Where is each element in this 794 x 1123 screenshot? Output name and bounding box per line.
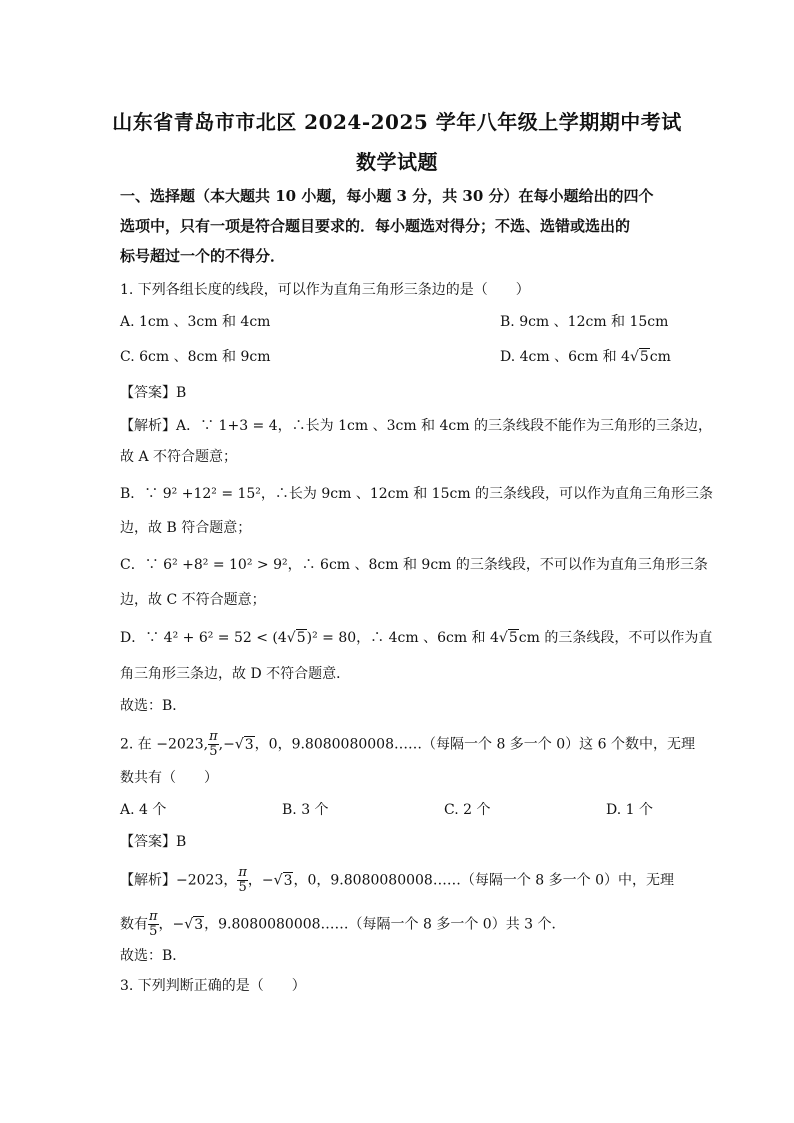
q2-stem-line1: 2. 在 −2023, $\frac{\pi}{5}$ ,−√3，0，9.8080080008……（每隔一个 8 多一个 0）这 6 个数中，无理: [120, 729, 695, 759]
q2-explanation-line2: 数有 $\frac{\pi}{5}$ ，−√3，9.8080080008……（每隔一个 8 多一个 0）共 3 个．: [120, 909, 566, 939]
q1-choose: 故选：B．: [120, 698, 187, 714]
q2-stem-line2: 数共有（ ）: [120, 770, 218, 786]
q1-explanation-line7: D．∵ 4² + 6² = 52 < (4√5)² = 80，∴ 4cm 、6cm 和 4√5cm 的三条线段，不可以作为直: [120, 630, 713, 646]
q1-explanation-line3: B．∵ 9² +12² = 15²，∴长为 9cm 、12cm 和 15cm 的三条线段，可以作为直角三角形三条: [120, 486, 714, 502]
q1-explanation-line8: 角三角形三条边，故 D 不符合题意．: [120, 666, 351, 682]
document-title: 山东省青岛市市北区 2024-2025 学年八年级上学期期中考试: [112, 110, 682, 134]
q2-option-a: A. 4 个: [120, 802, 167, 818]
q1-answer: 【答案】B: [120, 385, 187, 401]
q1-explanation-line1: 【解析】A．∵ 1+3 = 4，∴长为 1cm 、3cm 和 4cm 的三条线段不能作为三角形的三条边，: [120, 418, 712, 434]
section-heading-line3: 标号超过一个的不得分．: [120, 247, 286, 265]
section-heading-line1: 一、选择题（本大题共 10 小题，每小题 3 分，共 30 分）在每小题给出的四个: [120, 187, 654, 205]
q2-option-b: B. 3 个: [282, 802, 329, 818]
pi-over-5-fraction: $\frac{\pi}{5}$: [238, 865, 247, 895]
q1-explanation-line4: 边，故 B 符合题意；: [120, 520, 252, 536]
section-heading-line2: 选项中，只有一项是符合题目要求的．每小题选对得分；不选、选错或选出的: [120, 217, 631, 235]
pi-over-5-fraction: $\frac{\pi}{5}$: [149, 909, 158, 939]
q2-answer: 【答案】B: [120, 834, 187, 850]
q3-stem: 3. 下列判断正确的是（ ）: [120, 978, 306, 994]
q1-explanation-line6: 边，故 C 不符合题意；: [120, 592, 266, 608]
q1-explanation-line2: 故 A 不符合题意；: [120, 449, 238, 465]
pi-over-5-fraction: $\frac{\pi}{5}$: [209, 729, 218, 759]
q2-choose: 故选：B．: [120, 948, 187, 964]
q1-option-c: C. 6cm 、8cm 和 9cm: [120, 349, 271, 365]
q2-option-c: C. 2 个: [444, 802, 491, 818]
q1-option-b: B. 9cm 、12cm 和 15cm: [500, 314, 669, 330]
q1-option-d: D. 4cm 、6cm 和 4√5cm: [500, 349, 671, 365]
q1-stem: 1. 下列各组长度的线段，可以作为直角三角形三条边的是（ ）: [120, 282, 530, 298]
document-subtitle: 数学试题: [356, 150, 438, 174]
q2-option-d: D. 1 个: [606, 802, 653, 818]
q1-option-a: A. 1cm 、3cm 和 4cm: [120, 314, 271, 330]
q1-explanation-line5: C．∵ 6² +8² = 10² > 9²，∴ 6cm 、8cm 和 9cm 的三条线段，不可以作为直角三角形三条: [120, 557, 708, 573]
q2-explanation-line1: 【解析】−2023， $\frac{\pi}{5}$ ，−√3，0，9.8080080008……（每隔一个 8 多一个 0）中，无理: [120, 865, 674, 895]
